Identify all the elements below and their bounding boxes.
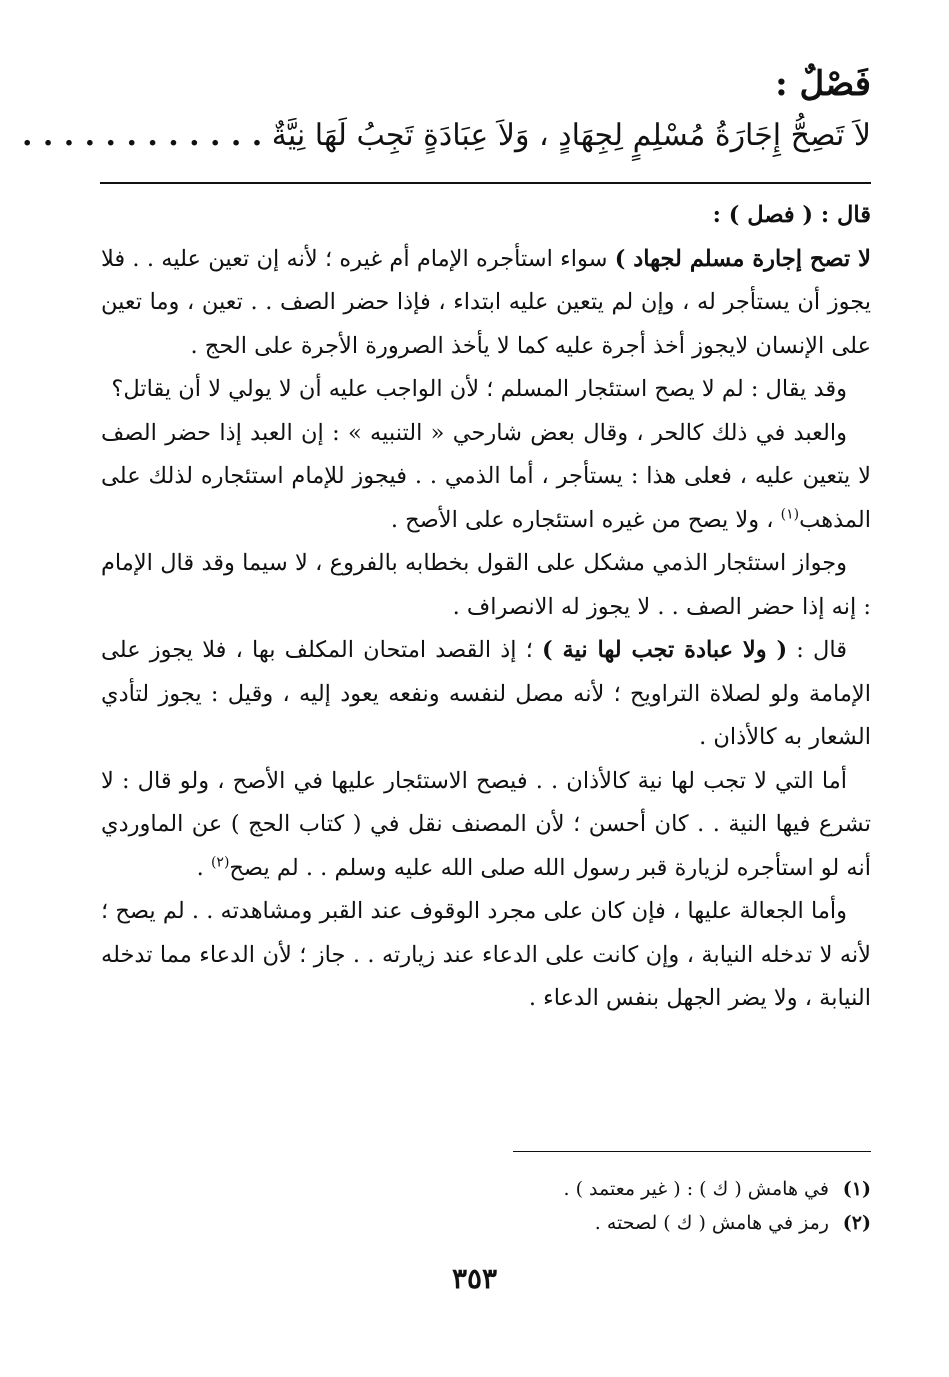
section-heading: فَصْلٌ : bbox=[775, 64, 871, 104]
commentary-lead: قال : ( فصل ) : bbox=[712, 202, 871, 228]
footnote-separator-rule bbox=[513, 1151, 871, 1152]
footnote-number: (٢) bbox=[842, 1212, 871, 1234]
footnote-ref: (٢) bbox=[210, 854, 230, 870]
page-number: ٣٥٣ bbox=[451, 1262, 498, 1295]
commentary-paragraph bbox=[101, 760, 871, 891]
footnotes bbox=[101, 1172, 871, 1240]
quoted-matn: لا تصح إجارة مسلم لجهاد ) bbox=[614, 245, 871, 272]
quoted-matn: ( ولا عبادة تجب لها نية ) bbox=[542, 637, 788, 663]
footnote bbox=[101, 1206, 871, 1240]
paragraph-text: ؛ إذ القصد امتحان المكلف بها ، فلا يجوز على الإمامة ولو لصلاة التراويح ؛ لأنه مصل لنفسه ونفعه يعود إليه ، وقيل : يجوز لتأدي الشعار به كالأذان . bbox=[101, 637, 871, 750]
footnote-number: (١) bbox=[842, 1178, 871, 1200]
commentary-paragraph: وقد يقال : لم لا يصح استئجار المسلم ؛ لأن الواجب عليه أن لا يولي لا أن يقاتل؟ bbox=[111, 376, 847, 402]
matn-separator-rule bbox=[100, 182, 871, 184]
commentary-paragraph bbox=[101, 238, 871, 369]
paragraph-text: . bbox=[196, 854, 211, 881]
paragraph-text: والعبد في ذلك كالحر ، وقال بعض شارحي « التنبيه » : إن العبد إذا حضر الصف لا يتعين عليه ، فعلى هذا : يستأجر ، أما الذمي . . فيجوز للإمام استئجاره لذلك على المذهب bbox=[101, 419, 871, 533]
footnote bbox=[101, 1172, 871, 1206]
paragraph-text: أما التي لا تجب لها نية كالأذان . . فيصح الاستئجار عليها في الأصح ، ولو قال : لا تشرع فيها النية . . كان أحسن ؛ لأن المصنف نقل في ( كتاب الحج ) عن الماوردي أنه لو استأجره لزيارة قبر رسول الله صلى الله عليه وسلم . . لم يصح bbox=[101, 767, 871, 881]
footnote-text: في هامش ( ك ) : ( غير معتمد ) . bbox=[563, 1178, 829, 1200]
commentary-paragraph bbox=[101, 194, 871, 238]
footnote-ref: (١) bbox=[780, 506, 800, 522]
paragraph-text: ، ولا يصح من غيره استئجاره على الأصح . bbox=[390, 506, 781, 533]
commentary-paragraph bbox=[101, 412, 871, 543]
commentary-paragraph bbox=[101, 629, 871, 760]
commentary-paragraph: وجواز استئجار الذمي مشكل على القول بخطابه بالفروع ، لا سيما وقد قال الإمام : إنه إذا حضر الصف . . لا يجوز له الانصراف . bbox=[101, 550, 871, 620]
paragraph-text: قال : bbox=[787, 637, 847, 663]
commentary-paragraph: وأما الجعالة عليها ، فإن كان على مجرد الوقوف عند القبر ومشاهدته . . لم يصح ؛ لأنه لا تدخله النيابة ، وإن كانت على الدعاء عند زيارته . . جاز ؛ لأن الدعاء مما تدخله النيابة ، ولا يضر الجهل بنفس الدعاء . bbox=[101, 898, 871, 1011]
footnote-text: رمز في هامش ( ك ) لصحته . bbox=[594, 1212, 829, 1234]
paragraph-text: سواء استأجره الإمام أم غيره ؛ لأنه إن تعين عليه . . فلا يجوز أن يستأجر له ، وإن لم يتعين عليه ابتداء ، فإذا حضر الصف . . تعين ، وما تعين على الإنسان لايجوز أخذ أجرة عليه كما لا يأخذ الصرورة الأجرة على الحج . bbox=[101, 245, 871, 359]
matn-text: لاَ تَصِحُّ إِجَارَةُ مُسْلِمٍ لِجِهَادٍ ، وَلاَ عِبَادَةٍ تَجِبُ لَهَا نِيَّةٌ bbox=[271, 118, 871, 153]
commentary-body bbox=[101, 194, 871, 1021]
matn-dots: . . . . . . . . . . . . bbox=[22, 118, 263, 153]
matn-line bbox=[22, 118, 871, 154]
